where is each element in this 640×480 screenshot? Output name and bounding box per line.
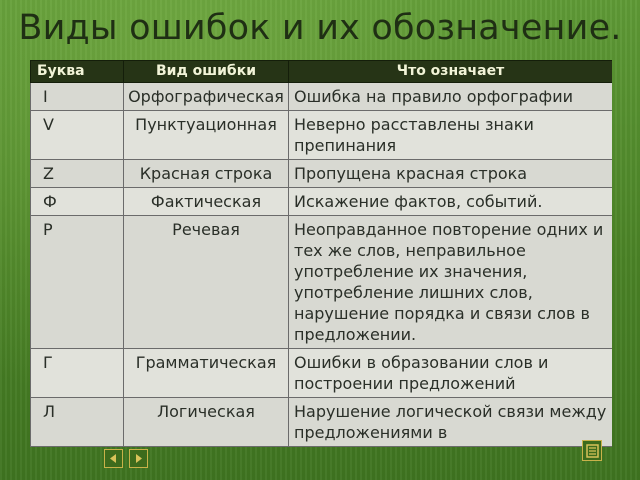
cell-error-type: Красная строка [124,160,289,188]
header-meaning: Что означает [289,61,613,83]
cell-meaning: Ошибки в образовании слов и построении предложений [289,349,613,398]
table-header-row [31,61,613,83]
cell-meaning: Искажение фактов, событий. [289,188,613,216]
header-letter: Буква [31,61,124,83]
cell-error-type: Речевая [124,216,289,349]
cell-letter: Ф [31,188,124,216]
errors-table [30,60,612,447]
next-slide-button[interactable] [129,449,148,468]
cell-letter: Р [31,216,124,349]
cell-error-type: Фактическая [124,188,289,216]
table-row [31,216,613,349]
cell-letter: Г [31,349,124,398]
table-row [31,111,613,160]
table-row [31,83,613,111]
table-row [31,188,613,216]
cell-error-type: Орфографическая [124,83,289,111]
cell-letter: Z [31,160,124,188]
cell-error-type: Пунктуационная [124,111,289,160]
cell-letter: V [31,111,124,160]
table-row [31,349,613,398]
errors-table-container [30,60,612,480]
arrow-left-icon [107,452,120,465]
cell-error-type: Логическая [124,398,289,447]
cell-letter: I [31,83,124,111]
cell-meaning: Пропущена красная строка [289,160,613,188]
slide-title: Виды ошибок и их обозначение. [18,8,622,48]
prev-slide-button[interactable] [104,449,123,468]
slides-menu-icon [586,444,599,458]
header-error-type: Вид ошибки [124,61,289,83]
cell-meaning: Неверно расставлены знаки препинания [289,111,613,160]
cell-error-type: Грамматическая [124,349,289,398]
cell-meaning: Нарушение логической связи между предложениями в [289,398,613,447]
arrow-right-icon [132,452,145,465]
cell-meaning: Ошибка на правило орфографии [289,83,613,111]
cell-meaning: Неоправданное повторение одних и тех же слов, неправильное употребление их значения, употребление лишних слов, нарушение порядка и связи слов в предложении. [289,216,613,349]
table-row [31,398,613,447]
cell-letter: Л [31,398,124,447]
table-row [31,160,613,188]
slides-menu-button[interactable] [582,440,602,461]
